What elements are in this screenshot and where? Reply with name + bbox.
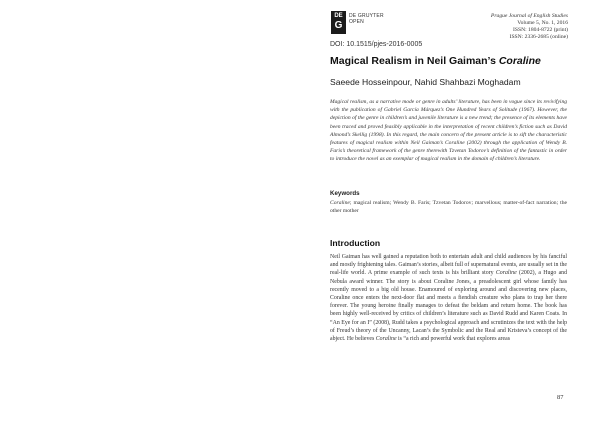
journal-volume: Volume 5, No. 1, 2016 bbox=[517, 20, 568, 26]
publisher-name-line2: OPEN bbox=[349, 19, 364, 25]
intro-italic-2: Coraline bbox=[375, 336, 397, 343]
intro-italic-1: Coraline bbox=[495, 270, 517, 277]
intro-text-2: (2002), a Hugo and Nebula award winner. The story is about Coraline Jones, a preadolescent girl whose family has recently moved to a big old house. Enamoured of exploring around and discovering new places, Coraline once enters the next-door flat and meets a fiendish creature who plans to trap her there forever. The young heroine finally manages to defeat the beldam and return home. The book has been highly well-received by critics of children’s literature such as David Rudd and Karen Coats. In “An Eye for an I” (2008), Rudd takes a psychological approach and scrutinizes the text with the help of Freud’s theory of the Uncanny, Lacan’s the Symbolic and the Real and Kristeva’s concept of the abject. He believes bbox=[330, 270, 568, 343]
journal-info bbox=[491, 13, 568, 41]
publisher-name bbox=[349, 13, 384, 25]
section-heading-introduction: Introduction bbox=[330, 238, 381, 248]
journal-issn-online: ISSN: 2336-2685 (online) bbox=[509, 34, 568, 40]
abstract: Magical realism, as a narrative mode or genre in adults’ literature, has been in vogue since its revivifying with the publication of Gabriel García Márquez’s One Hundred Years of Solitude (1967). However, the depiction of the genre in children’s and juvenile literature is a new trend; the presence of its elements have been traced and proved feasibly applicable in the interpretation of recent children’s fiction such as David Almond’s Skellig (1998). In this regard, the main concern of the present article is to sift the characteristic features of magical realism within Neil Gaiman’s Coraline (2002) through the application of Wendy B. Faris’s theoretical framework of the genre therewith Tzvetan Todorov’s definition of the fantastic in order to introduce the novel as an exemplar of magical realism in the domain of children’s literature. bbox=[330, 99, 567, 163]
keywords-rest: ; magical realism; Wendy B. Faris; Tzvetan Todorov; marvellous; matter-of-fact narration; the other mother bbox=[330, 200, 567, 215]
title-text: Magical Realism in Neil Gaiman’s bbox=[330, 55, 499, 67]
keyword-first: Coraline bbox=[330, 200, 350, 206]
logo-mark-top: DE bbox=[334, 13, 343, 19]
page-number: 87 bbox=[557, 394, 564, 401]
publisher-logo bbox=[331, 11, 346, 34]
logo-mark-bottom: G bbox=[334, 20, 343, 31]
journal-name: Prague Journal of English Studies bbox=[490, 13, 568, 19]
title-italic: Coraline bbox=[498, 55, 541, 67]
journal-issn-print: ISSN: 1804-8722 (print) bbox=[512, 27, 568, 33]
keywords-heading: Keywords bbox=[330, 190, 360, 197]
doi-link[interactable]: DOI: 10.1515/pjes-2016-0005 bbox=[330, 41, 423, 48]
publisher-name-line1: DE GRUYTER bbox=[349, 13, 384, 19]
introduction-paragraph bbox=[330, 253, 567, 343]
intro-text-3: is “a rich and powerful work that explores areas bbox=[396, 336, 510, 343]
intro-text-1: Neil Gaiman has well gained a reputation both to entertain adult and child audiences by his fanciful and mostly frightening tales. Gaiman’s stories, albeit full of supernatural events, are usually set in the real-life world. A prime example of such texts is his brilliant story bbox=[330, 254, 567, 277]
keywords-list bbox=[330, 199, 567, 215]
article-authors: Saeede Hosseinpour, Nahid Shahbazi Moghadam bbox=[330, 77, 521, 87]
article-title bbox=[330, 55, 541, 67]
